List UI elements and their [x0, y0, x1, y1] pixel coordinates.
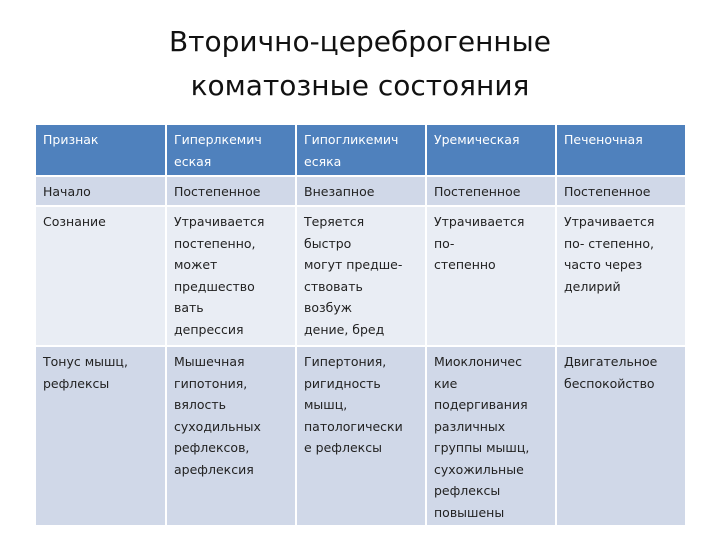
- cell-text-line: дение, бред: [304, 321, 385, 337]
- cell-text-line: Мышечная: [174, 354, 245, 369]
- cell-text-line: может: [174, 257, 218, 272]
- table-cell: [36, 346, 166, 526]
- cell-text-line: Постепенное: [434, 184, 521, 199]
- header-cell: [426, 125, 556, 176]
- cell-text-line: повышены: [434, 504, 505, 520]
- cell-text-line: возбуж: [304, 300, 353, 315]
- cell-text-line: Теряется: [304, 214, 365, 229]
- cell-text-line: Признак: [43, 132, 99, 147]
- header-cell: [166, 125, 296, 176]
- table-row: [36, 346, 685, 526]
- cell-text-line: могут предше-: [304, 257, 403, 272]
- cell-text-line: гипотония,: [174, 375, 248, 391]
- cell-text-line: Сознание: [43, 214, 106, 229]
- cell-text-line: Утрачивается: [434, 214, 525, 229]
- cell-text-line: ригидность: [304, 375, 381, 391]
- cell-text-line: Уремическая: [434, 132, 520, 147]
- cell-text-line: Начало: [43, 184, 91, 199]
- cell-text-line: по- степенно,: [564, 235, 654, 251]
- table-cell: [166, 206, 296, 346]
- table-cell: [556, 206, 685, 346]
- cell-text-line: ствовать: [304, 278, 363, 294]
- table-cell: [556, 346, 685, 526]
- title-line-1: Вторично-цереброгенные: [168, 25, 552, 58]
- cell-text-line: Утрачивается: [564, 214, 655, 229]
- cell-text-line: степенно: [434, 257, 496, 272]
- cell-text-line: беспокойство: [564, 375, 655, 391]
- table-cell: [296, 206, 426, 346]
- table-header-row: [36, 125, 685, 176]
- cell-text-line: кие: [434, 375, 458, 391]
- cell-text-line: депрессия: [174, 321, 244, 337]
- table-cell: [426, 346, 556, 526]
- cell-text-line: различных: [434, 418, 506, 434]
- cell-text-line: группы мышц,: [434, 440, 530, 455]
- cell-text-line: постепенно,: [174, 235, 256, 251]
- slide-title: [0, 20, 720, 108]
- table-cell: [296, 176, 426, 206]
- cell-text-line: Утрачивается: [174, 214, 265, 229]
- cell-text-line: Гипогликемич: [304, 132, 399, 147]
- cell-text-line: сухожильные: [434, 461, 524, 477]
- table-cell: [556, 176, 685, 206]
- cell-text-line: подергивания: [434, 397, 528, 412]
- cell-text-line: Постепенное: [564, 184, 651, 199]
- cell-text-line: быстро: [304, 235, 352, 251]
- cell-text-line: предшество: [174, 278, 255, 294]
- title-line-2: коматозные состояния: [190, 69, 530, 102]
- cell-text-line: Печеночная: [564, 132, 643, 147]
- cell-text-line: часто через: [564, 257, 643, 272]
- cell-text-line: вялость: [174, 397, 227, 412]
- cell-text-line: е рефлексы: [304, 440, 382, 455]
- cell-text-line: Постепенное: [174, 184, 261, 199]
- cell-text-line: Тонус мышц,: [43, 354, 128, 369]
- table-cell: [166, 346, 296, 526]
- cell-text-line: Миоклоничес: [434, 354, 522, 369]
- table-row: [36, 176, 685, 206]
- cell-text-line: по-: [434, 235, 455, 251]
- table-cell: [166, 176, 296, 206]
- header-cell: [296, 125, 426, 176]
- cell-text-line: Двигательное: [564, 354, 658, 369]
- table-cell: [426, 176, 556, 206]
- cell-text-line: Гипертония,: [304, 354, 387, 369]
- cell-text-line: рефлексы: [434, 483, 501, 498]
- table-cell: [426, 206, 556, 346]
- cell-text-line: рефлексов,: [174, 440, 250, 455]
- cell-text-line: делирий: [564, 278, 621, 294]
- cell-text-line: суходильных: [174, 418, 261, 434]
- cell-text-line: вать: [174, 300, 204, 315]
- cell-text-line: мышц,: [304, 397, 348, 412]
- comparison-table: [36, 125, 685, 527]
- cell-text-line: еcяка: [304, 153, 342, 169]
- header-cell: [36, 125, 166, 176]
- table-cell: [296, 346, 426, 526]
- cell-text-line: арефлексия: [174, 461, 254, 477]
- cell-text-line: рефлексы: [43, 375, 110, 391]
- table-row: [36, 206, 685, 346]
- table-cell: [36, 206, 166, 346]
- table-cell: [36, 176, 166, 206]
- header-cell: [556, 125, 685, 176]
- cell-text-line: патологически: [304, 418, 403, 434]
- cell-text-line: Гиперлкемич: [174, 132, 262, 147]
- cell-text-line: еская: [174, 153, 212, 169]
- cell-text-line: Внезапное: [304, 184, 375, 199]
